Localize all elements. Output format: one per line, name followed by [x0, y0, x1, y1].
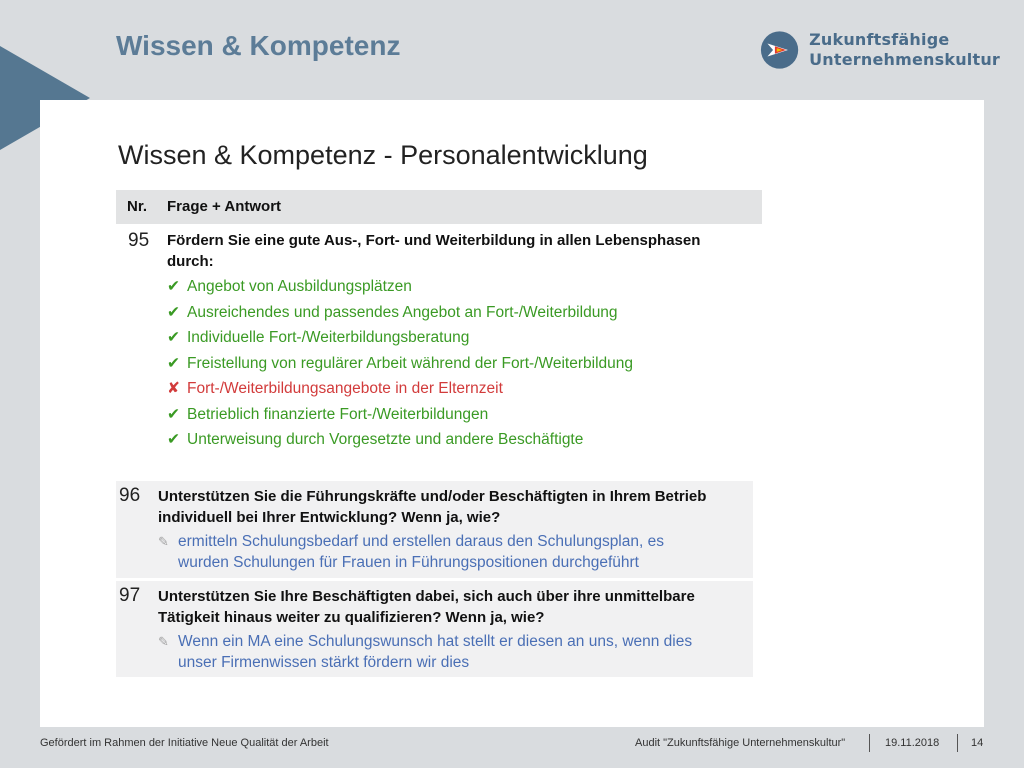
check-icon: ✔	[167, 329, 180, 346]
row-answer	[158, 531, 748, 573]
table-row-96	[116, 481, 753, 578]
pencil-icon: ✎	[158, 634, 169, 649]
table-row-97	[116, 581, 753, 677]
list-item-text: Fort-/Weiterbildungsangebote in der Elternzeit	[187, 380, 503, 397]
table-row-95	[116, 228, 762, 458]
list-item	[167, 353, 633, 379]
check-icon: ✔	[167, 405, 180, 423]
footer-divider	[869, 734, 870, 752]
question-line-1: Unterstützen Sie Ihre Beschäftigten dabei, sich auch über ihre unmittelbare	[158, 588, 695, 605]
check-icon: ✔	[167, 278, 180, 295]
logo-line-2: Unternehmenskultur	[809, 50, 1000, 69]
logo	[760, 26, 1000, 74]
answer-line-2: wurden Schulungen für Frauen in Führungspositionen durchgeführt	[178, 554, 639, 571]
answer-line-1: ermitteln Schulungsbedarf und erstellen daraus den Schulungsplan, es	[178, 533, 664, 550]
list-item	[167, 404, 633, 430]
list-item	[167, 276, 633, 302]
table-header	[116, 190, 762, 224]
list-item-text: Freistellung von regulärer Arbeit während der Fort-/Weiterbildung	[187, 354, 633, 372]
header-frage-antwort: Frage + Antwort	[167, 198, 282, 215]
question-line-2: Tätigkeit hinaus weiter zu qualifizieren? Wenn ja, wie?	[158, 609, 545, 626]
answer-line-1: Wenn ein MA eine Schulungswunsch hat stellt er diesen an uns, wenn dies	[178, 633, 693, 650]
row-question	[158, 586, 748, 628]
footer-audit: Audit "Zukunftsfähige Unternehmenskultur"	[635, 737, 846, 749]
check-icon: ✔	[167, 303, 180, 321]
row-number: 95	[128, 230, 150, 251]
slide-title: Wissen & Kompetenz	[116, 30, 401, 61]
row-answer	[158, 631, 748, 673]
header-nr: Nr.	[127, 198, 148, 215]
document-title: Wissen & Kompetenz - Personalentwicklung	[118, 140, 648, 170]
question-line-2: individuell bei Ihrer Entwicklung? Wenn ja, wie?	[158, 509, 501, 526]
logo-line-1: Zukunftsfähige	[809, 30, 950, 49]
list-item-text: Individuelle Fort-/Weiterbildungsberatung	[187, 329, 470, 346]
footer-initiative: Gefördert im Rahmen der Initiative Neue Qualität der Arbeit	[40, 737, 329, 749]
cross-icon: ✘	[167, 380, 180, 397]
row-number: 97	[119, 585, 141, 606]
answer-line-2: unser Firmenwissen stärkt fördern wir dies	[178, 654, 470, 671]
logo-icon	[760, 29, 799, 71]
question-line-1: Unterstützen Sie die Führungskräfte und/oder Beschäftigten in Ihrem Betrieb	[158, 488, 707, 505]
page-number: 14	[971, 737, 984, 749]
question-line-1: Fördern Sie eine gute Aus-, Fort- und Weiterbildung in allen Lebensphasen	[167, 232, 701, 249]
list-item	[167, 302, 633, 328]
answer-list	[167, 276, 633, 455]
row-question	[167, 230, 747, 272]
check-icon: ✔	[167, 431, 180, 448]
list-item-text: Angebot von Ausbildungsplätzen	[187, 278, 412, 295]
list-item-text: Ausreichendes und passendes Angebot an Fort-/Weiterbildung	[187, 303, 618, 321]
list-item	[167, 327, 633, 353]
footer-divider	[957, 734, 958, 752]
list-item-text: Betrieblich finanzierte Fort-/Weiterbildungen	[187, 405, 489, 423]
list-item	[167, 429, 633, 455]
check-icon: ✔	[167, 354, 180, 372]
row-number: 96	[119, 485, 141, 506]
list-item	[167, 378, 633, 404]
footer-date: 19.11.2018	[885, 737, 940, 749]
list-item-text: Unterweisung durch Vorgesetzte und andere Beschäftigte	[187, 431, 584, 448]
row-question	[158, 486, 748, 528]
pencil-icon: ✎	[158, 534, 169, 549]
question-line-2: durch:	[167, 253, 214, 270]
